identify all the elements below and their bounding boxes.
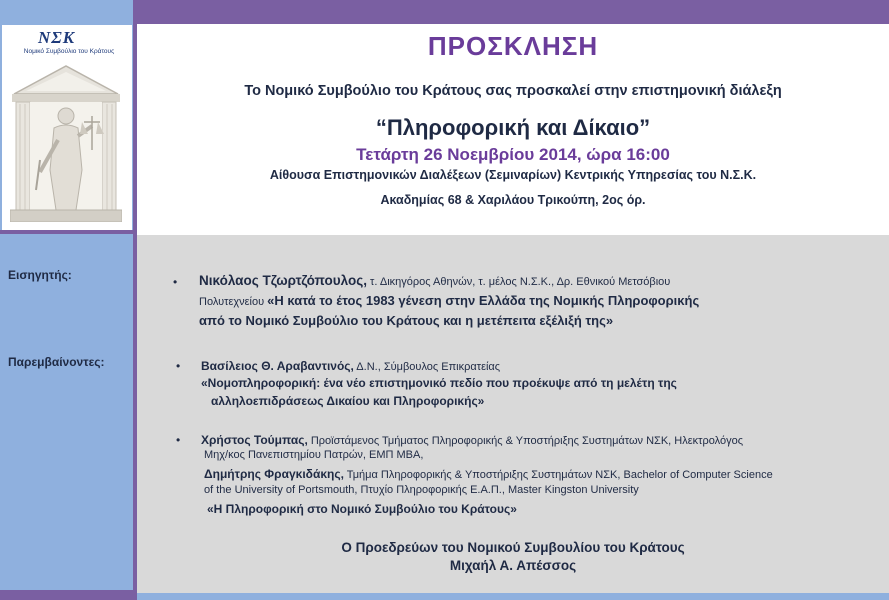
participant-3-name: Δημήτρης Φραγκιδάκης, xyxy=(204,467,344,481)
participant-2-credentials: Προϊστάμενος Τμήματος Πληροφορικής & Υποστήριξης Συστημάτων ΝΣΚ, Ηλεκτρολόγος xyxy=(307,435,744,447)
speaker-topic-1: «Η κατά το έτος 1983 γένεση στην Ελλάδα της Νομικής Πληροφορικής xyxy=(267,293,700,308)
participant-1-line-1 xyxy=(201,357,500,375)
signature-title: Ο Προεδρεύων του Νομικού Συμβουλίου του Κράτους xyxy=(341,540,685,555)
participant-1-topic-1: «Νομοπληροφορική: ένα νέο επιστημονικό πεδίο που προέκυψε από τη μελέτη της xyxy=(201,376,677,390)
participant-1-credentials: Δ.Ν., Σύμβουλος Επικρατείας xyxy=(353,361,501,373)
speaker-line-1 xyxy=(199,272,670,290)
logo-subtitle: Νομικό Συμβούλιο του Κράτους xyxy=(23,48,115,55)
participant-2-line-3 xyxy=(204,465,773,483)
lecture-title: “Πληροφορική και Δίκαιο” xyxy=(375,115,651,140)
nsk-logo: ΝΣΚ xyxy=(38,28,76,47)
left-separator xyxy=(0,230,133,234)
speaker-name: Νικόλαος Τζωρτζόπουλος, xyxy=(199,273,367,288)
participant-2-name: Χρήστος Τούμπας, xyxy=(201,433,308,447)
statue-of-justice-icon xyxy=(10,60,122,222)
invitation-text: Το Νομικό Συμβούλιο του Κράτους σας προσκαλεί στην επιστημονική διάλεξη xyxy=(244,83,782,99)
participant-1-topic-2: αλληλοεπιδράσεως Δικαίου και Πληροφορικής» xyxy=(211,394,485,408)
participant-1-name: Βασίλειος Θ. Αραβαντινός, xyxy=(201,359,354,373)
participant-3-credentials: Τμήμα Πληροφορικής & Υποστήριξης Συστημάτων ΝΣΚ, Bachelor of Computer Science xyxy=(343,469,773,481)
speaker-bullet: • xyxy=(173,275,178,289)
speaker-credentials-cont: Πολυτεχνείου xyxy=(199,296,268,308)
speaker-topic-2: από το Νομικό Συμβούλιο του Κράτους και η μετέπειτα εξέλιξή της» xyxy=(199,313,614,328)
participants-label: Παρεμβαίνοντες: xyxy=(8,355,105,369)
event-date-time: Τετάρτη 26 Νοεμβρίου 2014, ώρα 16:00 xyxy=(356,145,670,164)
participant-2-topic: «Η Πληροφορική στο Νομικό Συμβούλιο του Κράτους» xyxy=(207,502,517,516)
participant-2-credentials-cont: Μηχ/κος Πανεπιστημίου Πατρών, ΕΜΠ ΜΒΑ, xyxy=(204,449,424,461)
speaker-line-2 xyxy=(199,292,699,310)
page-title: ΠΡΟΣΚΛΗΣΗ xyxy=(427,31,599,61)
participant-1-bullet: • xyxy=(176,359,181,373)
participant-2-bullet: • xyxy=(176,433,181,447)
speaker-credentials: τ. Δικηγόρος Αθηνών, τ. μέλος Ν.Σ.Κ., Δρ. Εθνικού Μετσόβιου xyxy=(366,276,671,288)
signature-name: Μιχαήλ Α. Απέσσος xyxy=(449,558,577,573)
speaker-label: Εισηγητής: xyxy=(8,268,72,282)
participant-2-line-1 xyxy=(201,431,743,449)
event-venue: Αίθουσα Επιστημονικών Διαλέξεων (Σεμιναρίων) Κεντρικής Υπηρεσίας του Ν.Σ.Κ. xyxy=(269,168,757,182)
left-bottom-bar xyxy=(0,590,137,600)
bottom-bar xyxy=(137,593,889,600)
event-address: Ακαδημίας 68 & Χαριλάου Τρικούπη, 2ος όρ. xyxy=(380,193,646,207)
participant-3-credentials-cont: of the University of Portsmouth, Πτυχίο Πληροφορικής Ε.Α.Π., Master Kingston University xyxy=(204,484,639,496)
top-bar xyxy=(133,0,889,24)
